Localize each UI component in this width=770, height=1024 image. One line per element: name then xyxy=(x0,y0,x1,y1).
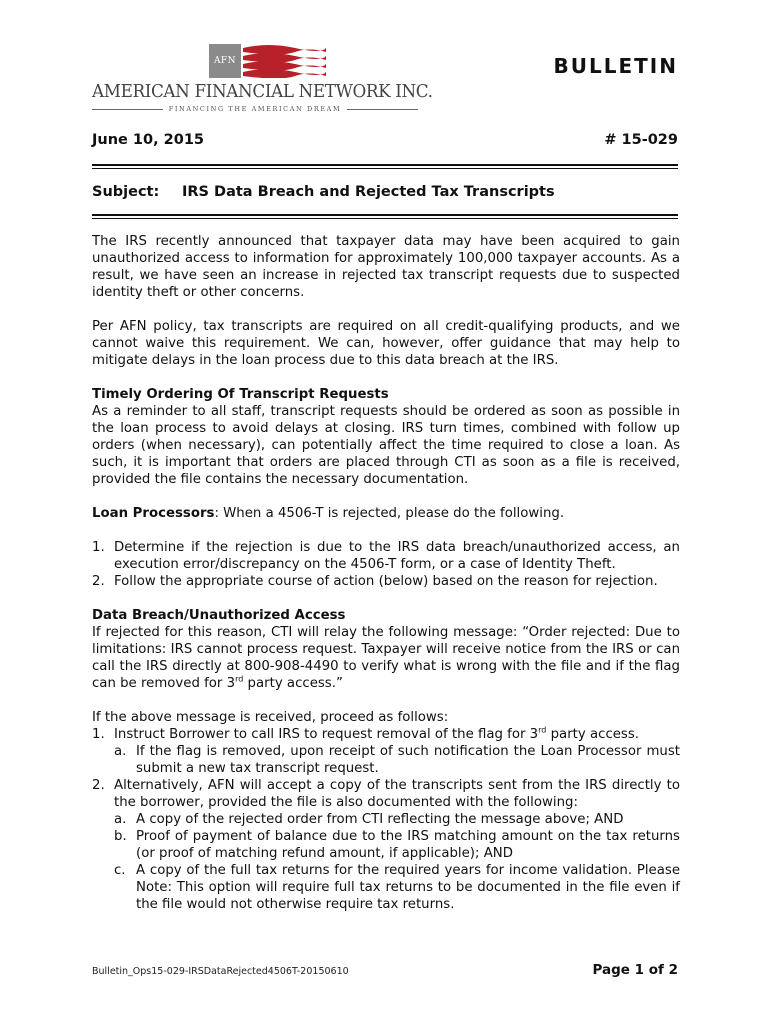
sub-list-letter: a. xyxy=(114,812,127,827)
bulletin-number: # 15-029 xyxy=(604,132,678,148)
superscript-rd: rd xyxy=(538,725,547,735)
paragraph-policy: Per AFN policy, tax transcripts are required on all credit-qualifying products, and we cannot waive this requirement. We can, however, offer guidance that may help to mitigate delays in the loan process due to this data breach at the IRS. xyxy=(92,319,680,368)
tagline-rule-right xyxy=(347,109,418,110)
list-item xyxy=(92,539,680,573)
sub-list-letter: a. xyxy=(114,744,127,759)
cti-message-text: If rejected for this reason, CTI will relay the following message: “Order rejected: Due to limitations: IRS cannot process request. Taxpayer will receive notice from the IRS or can call the IRS directly at 800-908-4490 to verify what is wrong with the file and if the flag can be removed for 3 xyxy=(92,625,680,691)
list-item xyxy=(92,726,680,743)
footer-filename: Bulletin_Ops15-029-IRSDataRejected4506T-20150610 xyxy=(92,966,349,977)
list-text: Determine if the rejection is due to the IRS data breach/unauthorized access, an execution error/discrepancy on the 4506-T form, or a case of Identity Theft. xyxy=(114,540,680,572)
loan-processors-label: Loan Processors xyxy=(92,506,215,521)
list-item xyxy=(92,777,680,811)
tagline: FINANCING THE AMERICAN DREAM xyxy=(168,105,342,113)
list-number: 2. xyxy=(92,778,105,793)
paragraph-proceed: If the above message is received, proceed as follows: xyxy=(92,710,449,725)
divider-top xyxy=(92,164,678,169)
loan-processors-text: : When a 4506-T is rejected, please do the following. xyxy=(214,506,565,521)
subject-row xyxy=(92,184,555,200)
page-number: Page 1 of 2 xyxy=(592,962,678,978)
sub-list-text: If the flag is removed, upon receipt of such notification the Loan Processor must submit a new tax transcript request. xyxy=(136,744,680,776)
list-text xyxy=(114,726,680,743)
meta-row xyxy=(92,132,678,148)
sub-list-letter: b. xyxy=(114,829,127,844)
company-logo xyxy=(92,44,433,113)
sub-list-letter: c. xyxy=(114,863,126,878)
cti-message-end: party access.” xyxy=(243,676,343,691)
company-name: AMERICAN FINANCIAL NETWORK INC. xyxy=(92,82,433,102)
list-number: 2. xyxy=(92,574,105,589)
flag-emblem xyxy=(209,44,327,78)
sub-list-text: Proof of payment of balance due to the IRS matching amount on the tax returns (or proof of matching refund amount, if applicable); AND xyxy=(136,829,680,861)
sub-list-item xyxy=(92,811,680,828)
tagline-rule-left xyxy=(92,109,163,110)
bulletin-title: BULLETIN xyxy=(553,54,678,78)
heading-data-breach: Data Breach/Unauthorized Access xyxy=(92,608,346,623)
subject-label: Subject: xyxy=(92,184,160,200)
paragraph-intro: The IRS recently announced that taxpayer data may have been acquired to gain unauthorized access to information for approximately 100,000 taxpayer accounts. As a result, we have seen an increase in rejected tax transcript requests due to suspected identity theft or other concerns. xyxy=(92,234,680,300)
list-item xyxy=(92,573,680,590)
bulletin-date: June 10, 2015 xyxy=(92,132,205,148)
sub-list-item xyxy=(92,743,680,777)
sub-list-item xyxy=(92,828,680,862)
paragraph-timely-ordering: As a reminder to all staff, transcript requests should be ordered as soon as possible in the loan process to avoid delays at closing. IRS turn times, combined with follow up orders (when necessary), can potentially affect the time required to close a loan. As such, it is important that orders are placed through CTI as soon as a file is received, provided the file contains the necessary documentation. xyxy=(92,404,680,487)
paragraph-loan-processors xyxy=(92,505,680,522)
page-footer xyxy=(92,962,678,978)
step1-text-end: party access. xyxy=(546,727,640,742)
list-number: 1. xyxy=(92,540,105,555)
flag-stripes-icon xyxy=(209,44,327,78)
afn-logo-box: AFN xyxy=(209,44,241,78)
list-text: Follow the appropriate course of action (below) based on the reason for rejection. xyxy=(114,574,658,589)
subject-text: IRS Data Breach and Rejected Tax Transcripts xyxy=(182,184,555,200)
sub-list-text: A copy of the full tax returns for the required years for income validation. Please Note: This option will require full tax returns to be documented in the file even if the file would not otherwise require tax returns. xyxy=(136,863,680,912)
superscript-rd: rd xyxy=(235,674,244,684)
tagline-row xyxy=(92,104,418,114)
step1-text: Instruct Borrower to call IRS to request removal of the flag for 3 xyxy=(114,727,539,742)
list-number: 1. xyxy=(92,727,105,742)
heading-timely-ordering: Timely Ordering Of Transcript Requests xyxy=(92,387,389,402)
paragraph-cti-message xyxy=(92,624,680,692)
bulletin-body xyxy=(92,233,680,913)
list-text: Alternatively, AFN will accept a copy of the transcripts sent from the IRS directly to the borrower, provided the file is also documented with the following: xyxy=(114,778,680,810)
sub-list-item xyxy=(92,862,680,913)
divider-bottom xyxy=(92,214,678,219)
sub-list-text: A copy of the rejected order from CTI reflecting the message above; AND xyxy=(136,812,624,827)
